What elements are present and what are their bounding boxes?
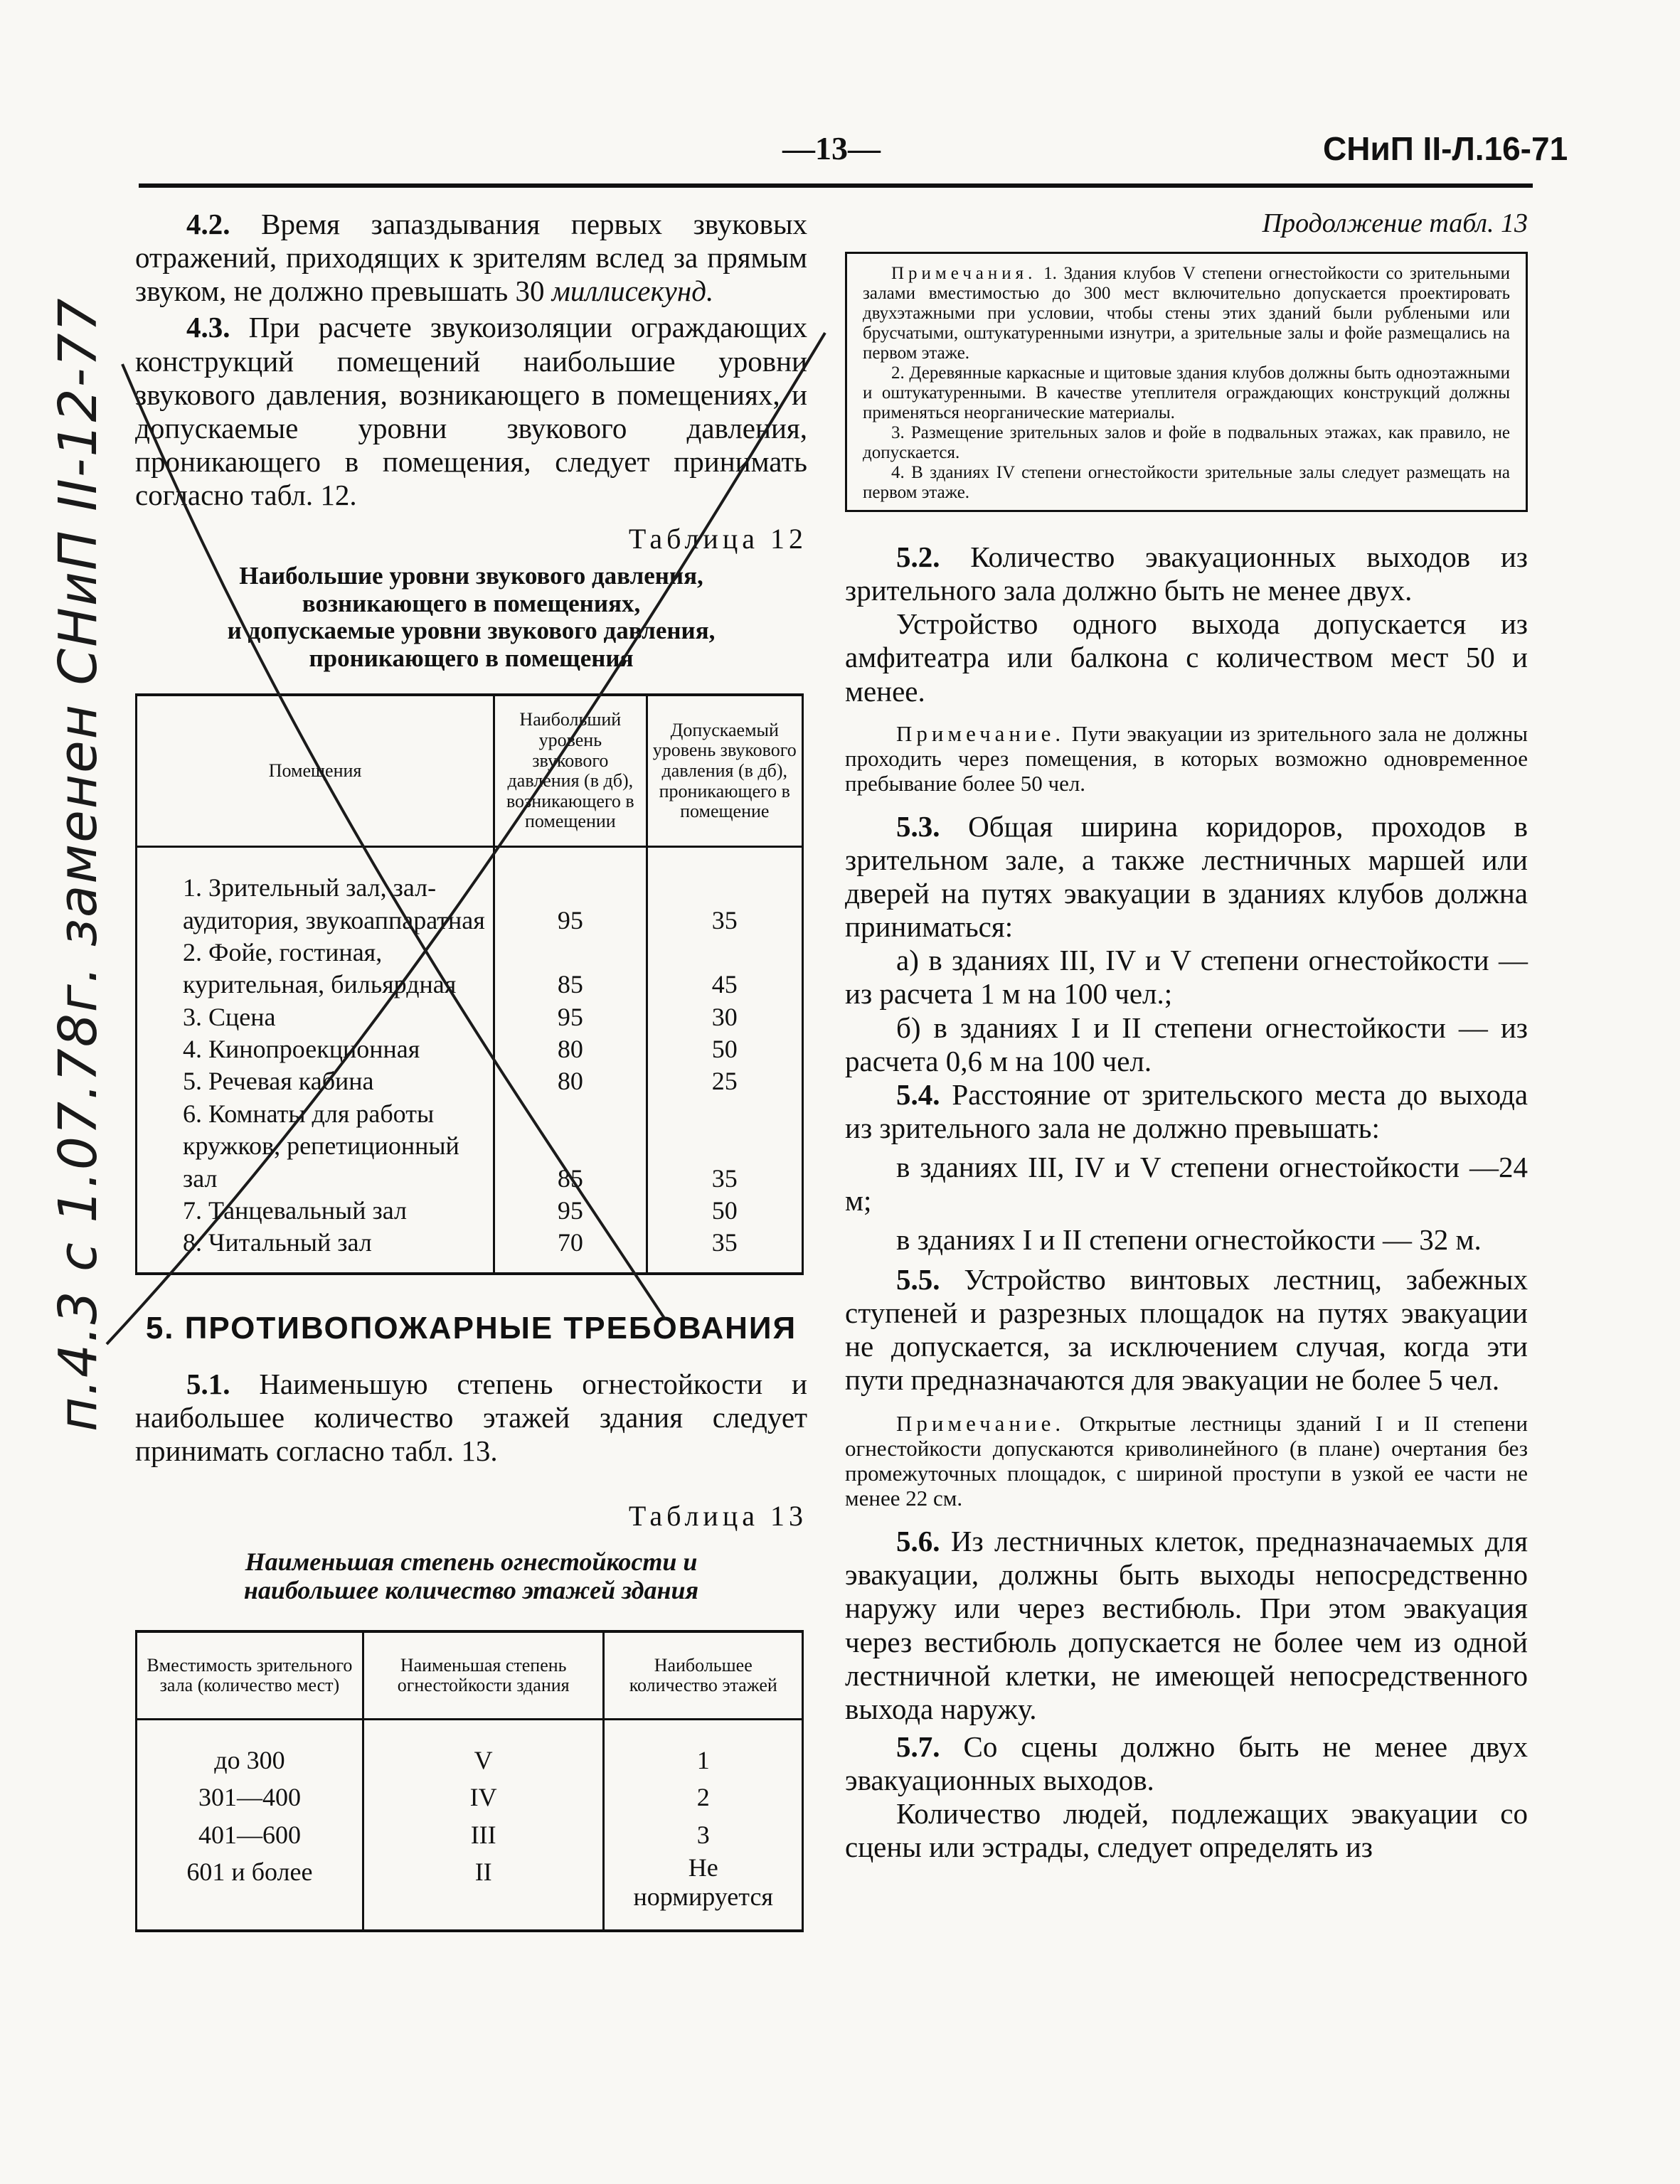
table-row (137, 1853, 803, 1931)
paragraph-number: 5.7. (896, 1730, 940, 1764)
section-5-title: 5. ПРОТИВОПОЖАРНЫЕ ТРЕБОВАНИЯ (145, 1310, 797, 1346)
table-header-row (137, 695, 803, 847)
handwritten-margin-note: п.4.3 с 1.07.78г. заменен СНиП II-12-77 (48, 297, 109, 1432)
note-5-5 (845, 1411, 1528, 1511)
note-5-2 (845, 721, 1528, 796)
note-item (863, 264, 1510, 363)
floors-cell: 3 (604, 1816, 803, 1853)
max-level: 85 (494, 1098, 647, 1195)
degree-cell: II (363, 1853, 604, 1931)
allowed-level: 25 (647, 1065, 802, 1097)
capacity-cell: 601 и более (137, 1853, 363, 1931)
max-level: 85 (494, 937, 647, 1001)
paragraph-number: 5.6. (896, 1525, 940, 1558)
table-row (137, 847, 803, 937)
title-line: и допускаемые уровни звукового давления, (227, 617, 716, 645)
column-header: Наибольшее количество этажей (604, 1631, 803, 1720)
allowed-level: 35 (647, 1227, 802, 1273)
degree-cell: V (363, 1720, 604, 1779)
paragraph-5-1 (135, 1368, 807, 1468)
title-line: наибольшее количество этажей здания (243, 1575, 699, 1604)
table-13-continuation: Продолжение табл. 13 (1262, 208, 1528, 238)
paragraph-number: 5.5. (896, 1262, 940, 1296)
paragraph-number: 5.4. (896, 1077, 940, 1111)
max-level: 80 (494, 1033, 647, 1065)
paragraph-text: При расчете звукоизоляции ограждающих конструкций помещений наибольшие уровни звукового давления, возникающего в помещениях, и допускаемые уровни звукового давления, проникающего в помещения, следует принимать согласно табл. 12. (135, 311, 808, 512)
column-header: Наименьшая степень огнестойкости здания (363, 1631, 604, 1720)
room-name: 5. Речевая кабина (137, 1065, 494, 1097)
column-header: Допускаемый уровень звукового давления (в дб), проникающего в помещение (647, 695, 802, 847)
left-column (135, 208, 807, 1932)
table-row (137, 937, 803, 1001)
paragraph-5-3 (845, 810, 1528, 944)
floors-cell: 1 (604, 1720, 803, 1779)
note-item: 3. Размещение зрительных залов и фойе в подвальных этажах, как правило, не допускается. (863, 423, 1510, 462)
paragraph-number: 5.3. (896, 809, 940, 843)
right-column (845, 208, 1528, 1865)
allowed-level: 45 (647, 937, 802, 1001)
table-row (137, 1065, 803, 1097)
table-row (137, 1720, 803, 1779)
paragraph-5-3-b: б) в зданиях I и II степени огнестойкости — из расчета 0,6 м на 100 чел. (845, 1011, 1528, 1077)
note-text: Пути эвакуации из зрительного зала не должны проходить через помещения, в которых возможно одновременное пребывание более 50 чел. (845, 720, 1529, 796)
room-name: 4. Кинопроекционная (137, 1033, 494, 1065)
floors-cell: Не нормируется (604, 1853, 803, 1931)
max-level: 70 (494, 1227, 647, 1273)
table-row (137, 1098, 803, 1195)
document-code: СНиП II-Л.16-71 (1323, 130, 1568, 167)
allowed-level: 30 (647, 1001, 802, 1033)
room-name: 1. Зрительный зал, зал-аудитория, звукоаппаратная (137, 847, 494, 937)
note-label: Примечание. (896, 1411, 1065, 1437)
room-name: 2. Фойе, гостиная, курительная, бильярдная (137, 937, 494, 1001)
room-name: 3. Сцена (137, 1001, 494, 1033)
max-level: 95 (494, 847, 647, 937)
note-text: 1. Здания клубов V степени огнестойкости со зрительными залами вместимостью до 300 мест включительно допускается проектировать двухэтажными при условии, чтобы стены этих зданий были рублеными или брусчатыми, оштукатуренными изнутри, а зрительные залы и фойе размещались на первом этаже. (863, 264, 1510, 363)
capacity-cell: 301—400 (137, 1779, 363, 1816)
paragraph-5-6 (845, 1525, 1528, 1726)
degree-cell: IV (363, 1779, 604, 1816)
table-header-row (137, 1631, 803, 1720)
note-label: Примечание. (896, 720, 1065, 746)
table-13-label: Таблица 13 (628, 1500, 807, 1532)
paragraph-text: Общая ширина коридоров, проходов в зрительном зале, а также лестничных маршей или дверей на путях эвакуации в зданиях клубов должна приниматься: (845, 809, 1529, 944)
room-name: 8. Читальный зал (137, 1227, 494, 1273)
paragraph-text: Устройство винтовых лестниц, забежных ступеней и разрезных площадок на путях эвакуации не допускается, за исключением случая, когда эти пути предназначаются для эвакуации не более 5 чел. (845, 1262, 1529, 1396)
paragraph-text: Наименьшую степень огнестойкости и наибольшее количество этажей здания следует принимать согласно табл. 13. (135, 1367, 807, 1467)
table-row (137, 1816, 803, 1853)
max-level: 95 (494, 1195, 647, 1227)
paragraph-5-7-continued: Количество людей, подлежащих эвакуации со сцены или эстрады, следует определять из (845, 1797, 1528, 1864)
paragraph-number: 5.1. (186, 1367, 230, 1400)
paragraph-number: 5.2. (896, 540, 940, 573)
capacity-cell: до 300 (137, 1720, 363, 1779)
table-row (137, 1227, 803, 1273)
allowed-level: 35 (647, 1098, 802, 1195)
table-13-title (135, 1548, 807, 1604)
header-rule (139, 183, 1533, 188)
allowed-level: 50 (647, 1033, 802, 1065)
notes-label: Примечания. (891, 264, 1037, 283)
paragraph-5-4-a: в зданиях III, IV и V степени огнестойкости —24 м; (845, 1151, 1528, 1218)
paragraph-text: Время запаздывания первых звуковых отражений, приходящих к зрителям вслед за прямым звуком, не должно превышать 30 (135, 208, 808, 308)
note-text: Открытые лестницы зданий I и II степени огнестойкости допускаются криволинейного (в плане) очертания без промежуточных площадок, с шириной проступи в узкой ее части не менее 22 см. (845, 1411, 1528, 1511)
table-row (137, 1779, 803, 1816)
table-12-label: Таблица 12 (628, 523, 807, 555)
table-row (137, 1195, 803, 1227)
floors-cell: 2 (604, 1779, 803, 1816)
paragraph-5-2-continued: Устройство одного выхода допускается из амфитеатра или балкона с количеством мест 50 и менее. (845, 607, 1528, 708)
table-13 (135, 1630, 804, 1932)
note-item: 4. В зданиях IV степени огнестойкости зрительные залы следует размещать на первом этаже. (863, 463, 1510, 502)
paragraph-text: Из лестничных клеток, предназначаемых для эвакуации, должны быть выходы непосредственно наружу или через вестибюль. При этом эвакуация через вестибюль допускается не более чем из одной лестничной клетки, не имеющей непосредственного выхода наружу. (845, 1525, 1528, 1725)
note-item: 2. Деревянные каркасные и щитовые здания клубов должны быть одноэтажными и оштукатуренными. В качестве утеплителя ограждающих конструкций должны применяться неорганические материалы. (863, 363, 1510, 422)
room-name: 7. Танцевальный зал (137, 1195, 494, 1227)
allowed-level: 50 (647, 1195, 802, 1227)
column-header: Наибольший уровень звукового давления (в дб), возникающего в помещении (494, 695, 647, 847)
title-line: возникающего в помещениях, (302, 589, 641, 617)
title-line: проникающего в помещения (309, 644, 634, 672)
paragraph-unit: миллисекунд. (551, 275, 714, 308)
table-row (137, 1033, 803, 1065)
paragraph-5-5 (845, 1263, 1528, 1397)
paragraph-number: 4.3. (186, 311, 230, 344)
paragraph-4-2 (135, 208, 807, 308)
paragraph-text: Расстояние от зрительского места до выхода из зрительного зала не должно превышать: (845, 1077, 1529, 1145)
paragraph-5-7 (845, 1730, 1528, 1797)
paragraph-5-2 (845, 540, 1528, 607)
table-row (137, 1001, 803, 1033)
column-header: Вместимость зрительного зала (количество мест) (137, 1631, 363, 1720)
paragraph-text: Со сцены должно быть не менее двух эвакуационных выходов. (845, 1730, 1528, 1797)
max-level: 80 (494, 1065, 647, 1097)
room-name: 6. Комнаты для работы кружков, репетиционный зал (137, 1098, 494, 1195)
degree-cell: III (363, 1816, 604, 1853)
paragraph-5-3-a: а) в зданиях III, IV и V степени огнестойкости — из расчета 1 м на 100 чел.; (845, 944, 1528, 1011)
title-line: Наибольшие уровни звукового давления, (239, 562, 703, 590)
title-line: Наименьшая степень огнестойкости и (245, 1548, 698, 1576)
page-number: —13— (782, 130, 881, 166)
paragraph-5-4-b: в зданиях I и II степени огнестойкости — 32 м. (896, 1223, 1482, 1257)
paragraph-4-3 (135, 311, 807, 512)
allowed-level: 35 (647, 847, 802, 937)
table-12 (135, 693, 804, 1274)
capacity-cell: 401—600 (137, 1816, 363, 1853)
table-13-notes (845, 252, 1528, 512)
table-12-title (135, 563, 807, 672)
max-level: 95 (494, 1001, 647, 1033)
column-header: Помещения (137, 695, 494, 847)
paragraph-text: Количество эвакуационных выходов из зрительного зала должно быть не менее двух. (845, 540, 1529, 607)
paragraph-5-4 (845, 1078, 1528, 1145)
paragraph-number: 4.2. (186, 208, 230, 240)
